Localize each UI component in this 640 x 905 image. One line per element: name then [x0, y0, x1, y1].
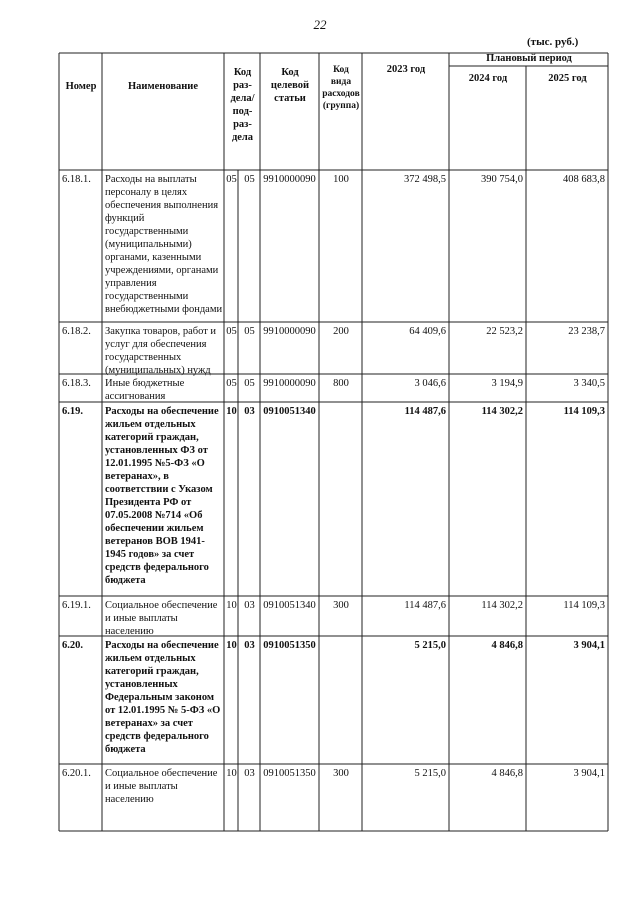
row-section: 10: [226, 640, 237, 651]
row-subsection: 03: [244, 768, 255, 779]
row-expense-type: 300: [333, 600, 349, 611]
row-section: 10: [226, 768, 237, 779]
row-value-2025: 3 904,1: [573, 768, 605, 779]
row-value-2024: 3 194,9: [491, 378, 523, 389]
row-section: 05: [226, 326, 237, 337]
row-target-article: 9910000090: [263, 174, 316, 185]
row-number: 6.20.: [62, 640, 83, 651]
header-target-article: Код целевой статьи: [270, 67, 310, 104]
row-subsection: 05: [244, 174, 255, 185]
row-section: 05: [226, 174, 237, 185]
row-value-2024: 4 846,8: [491, 768, 523, 779]
row-section: 10: [226, 600, 237, 611]
row-subsection: 05: [244, 378, 255, 389]
row-number: 6.18.3.: [62, 378, 91, 389]
row-section: 10: [226, 406, 237, 417]
header-nomer: Номер: [65, 81, 97, 92]
row-value-2023: 372 498,5: [404, 174, 446, 185]
units-label: (тыс. руб.): [527, 36, 579, 48]
row-value-2024: 4 846,8: [491, 640, 523, 651]
row-value-2025: 114 109,3: [563, 600, 605, 611]
row-value-2024: 390 754,0: [481, 174, 523, 185]
row-value-2023: 5 215,0: [414, 768, 446, 779]
row-target-article: 9910000090: [263, 378, 316, 389]
row-name: Закупка товаров, работ и услуг для обеспечения государственных (муниципальных) нужд: [105, 326, 217, 376]
row-value-2025: 23 238,7: [568, 326, 605, 337]
row-expense-type: 100: [333, 174, 349, 185]
row-value-2024: 22 523,2: [486, 326, 523, 337]
row-value-2023: 3 046,6: [414, 378, 446, 389]
row-name: Расходы на обеспечение жильем отдельных категорий граждан, установленных Федеральным законом от 12.01.1995 № 5-ФЗ «О ветеранах» за счет средств федерального бюджета: [105, 640, 221, 755]
row-value-2023: 5 215,0: [414, 640, 446, 651]
row-section: 05: [226, 378, 237, 389]
row-target-article: 9910000090: [263, 326, 316, 337]
row-value-2025: 3 904,1: [573, 640, 605, 651]
row-target-article: 0910051340: [263, 406, 316, 417]
row-target-article: 0910051350: [263, 768, 316, 779]
row-target-article: 0910051340: [263, 600, 316, 611]
row-name: Иные бюджетные ассигнования: [105, 378, 185, 402]
header-2023: 2023 год: [386, 64, 426, 75]
row-target-article: 0910051350: [263, 640, 316, 651]
header-razdel: Код раз- дела/ под- раз- дела: [230, 67, 255, 143]
row-value-2024: 114 302,2: [481, 600, 523, 611]
row-subsection: 05: [244, 326, 255, 337]
row-name: Расходы на обеспечение жильем отдельных категорий граждан, установленных ФЗ от 12.01.1995 №5-ФЗ «О ветеранах», в соответствии с Указом Президента РФ от 07.05.2008 №714 «Об обеспечении жильем ветеранов ВОВ 1941-1945 годов» за счет средств федерального бюджета: [105, 406, 219, 586]
row-name: Социальное обеспечение и иные выплаты населению: [105, 768, 218, 805]
row-value-2024: 114 302,2: [481, 406, 523, 417]
row-value-2025: 114 109,3: [563, 406, 605, 417]
header-2024: 2024 год: [468, 73, 508, 84]
row-name: Социальное обеспечение и иные выплаты населению: [105, 600, 218, 637]
header-2025: 2025 год: [548, 73, 587, 84]
row-value-2023: 114 487,6: [404, 406, 446, 417]
row-value-2025: 408 683,8: [563, 174, 605, 185]
row-number: 6.18.2.: [62, 326, 91, 337]
header-name: Наименование: [128, 81, 198, 92]
row-value-2023: 114 487,6: [404, 600, 446, 611]
row-value-2025: 3 340,5: [573, 378, 605, 389]
page-number: 22: [313, 17, 327, 32]
row-value-2023: 64 409,6: [409, 326, 446, 337]
row-subsection: 03: [244, 600, 255, 611]
row-subsection: 03: [244, 406, 255, 417]
header-expense-type: Код вида расходов (группа): [322, 65, 360, 111]
row-number: 6.19.: [62, 406, 83, 417]
row-number: 6.19.1.: [62, 600, 91, 611]
row-number: 6.18.1.: [62, 174, 91, 185]
row-name: Расходы на выплаты персоналу в целях обеспечения выполнения функций государственными (муниципальными) органами, казенными учреждениями, органами управления государственными внебюджетными фондами: [105, 174, 223, 315]
row-expense-type: 300: [333, 768, 349, 779]
row-expense-type: 800: [333, 378, 349, 389]
row-expense-type: 200: [333, 326, 349, 337]
row-number: 6.20.1.: [62, 768, 91, 779]
header-plan-period: Плановый период: [486, 53, 572, 64]
row-subsection: 03: [244, 640, 255, 651]
